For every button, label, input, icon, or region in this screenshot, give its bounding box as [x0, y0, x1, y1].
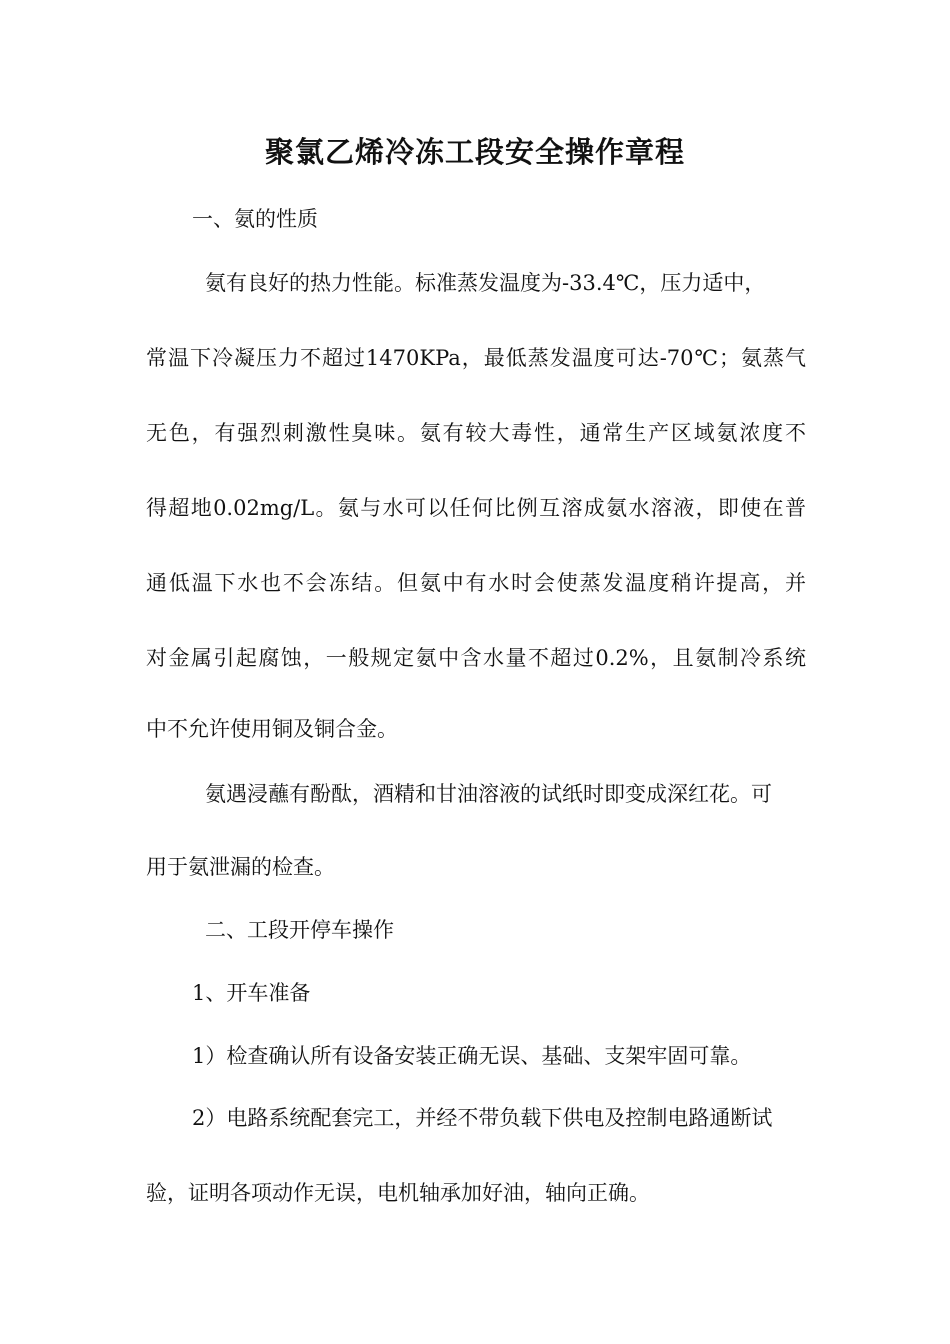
list-item-2-line-1: 2）电路系统配套完工，并经不带负载下供电及控制电路通断试	[192, 1106, 773, 1130]
paragraph-2-line-2: 用于氨泄漏的检查。	[146, 855, 335, 879]
paragraph-1-line-4: 得超地0.02mg/L。氨与水可以任何比例互溶成氨水溶液，即使在普	[146, 496, 806, 520]
section-heading-1: 一、氨的性质	[192, 207, 318, 231]
paragraph-1-line-1: 氨有良好的热力性能。标准蒸发温度为-33.4℃，压力适中，	[205, 271, 766, 295]
section-heading-2: 二、工段开停车操作	[205, 918, 394, 942]
document-title: 聚氯乙烯冷冻工段安全操作章程	[264, 135, 685, 169]
paragraph-1-line-2: 常温下冷凝压力不超过1470KPa，最低蒸发温度可达-70℃；氨蒸气	[146, 346, 806, 370]
list-item-2-line-2: 验，证明各项动作无误，电机轴承加好油，轴向正确。	[146, 1181, 650, 1205]
paragraph-2-line-1: 氨遇浸蘸有酚酞，酒精和甘油溶液的试纸时即变成深红花。可	[205, 782, 772, 806]
paragraph-1-line-3: 无色，有强烈刺激性臭味。氨有较大毒性，通常生产区域氨浓度不	[146, 421, 806, 445]
list-item-1: 1）检查确认所有设备安装正确无误、基础、支架牢固可靠。	[192, 1044, 752, 1068]
paragraph-1-line-5: 通低温下水也不会冻结。但氨中有水时会使蒸发温度稍许提高，并	[146, 571, 806, 595]
subsection-heading: 1、开车准备	[192, 981, 311, 1005]
paragraph-1-line-6: 对金属引起腐蚀，一般规定氨中含水量不超过0.2%，且氨制冷系统	[146, 646, 806, 670]
paragraph-1-line-7: 中不允许使用铜及铜合金。	[146, 717, 398, 741]
